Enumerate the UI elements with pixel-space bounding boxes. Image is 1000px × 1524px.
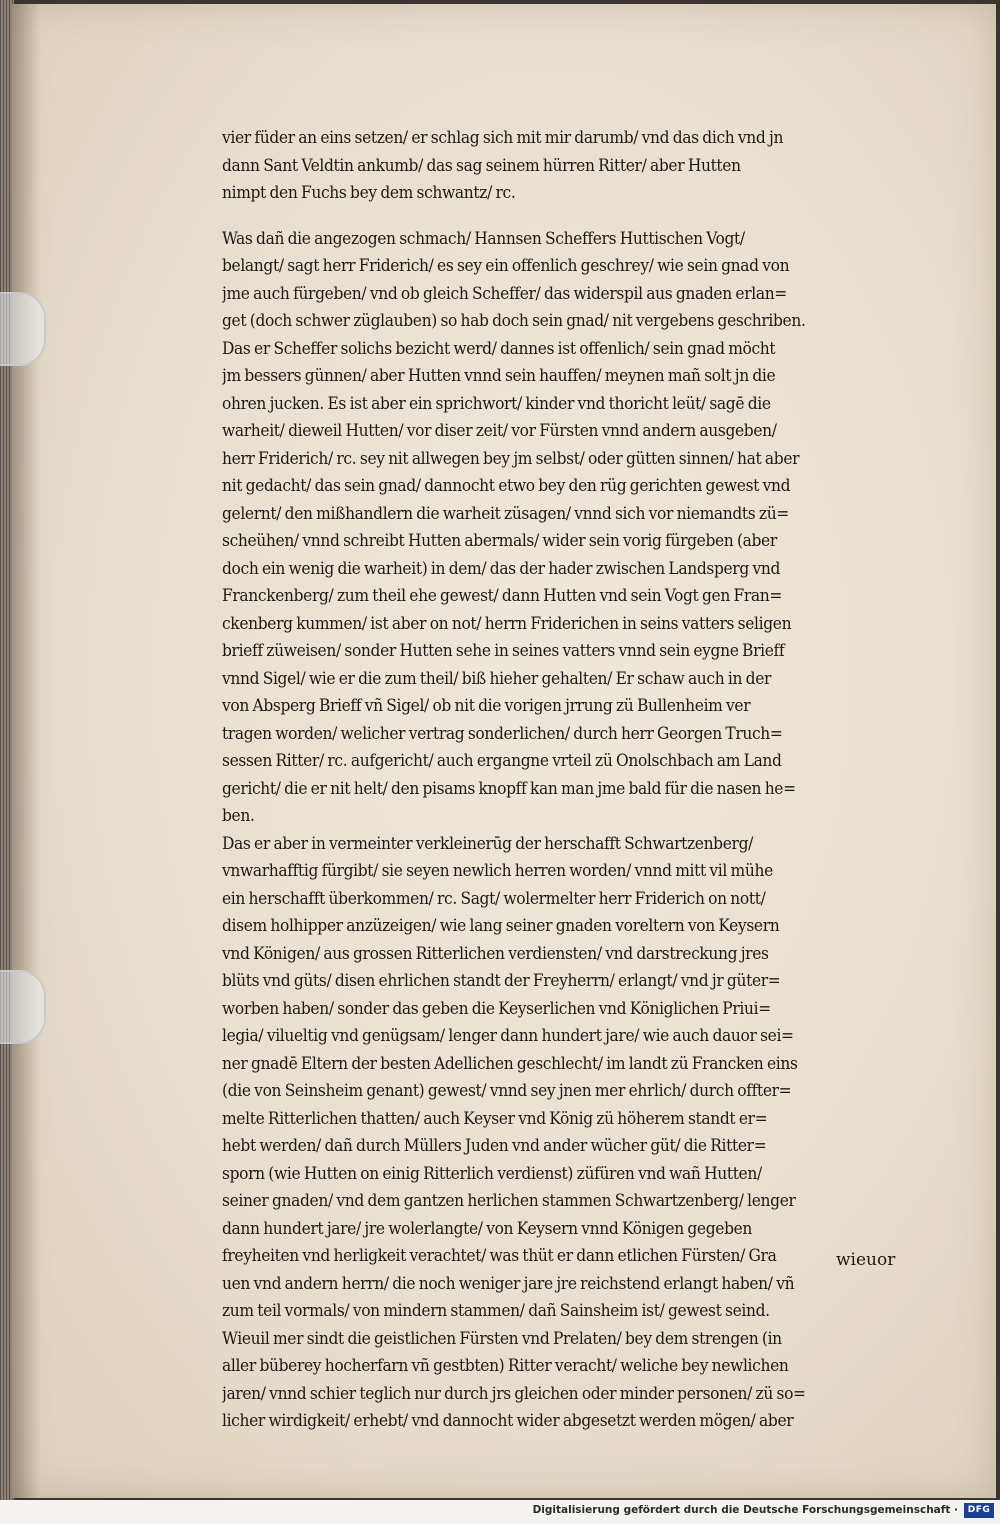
- text-line: vnwarhafftig fürgibt/ sie seyen newlich herren worden/ vnnd mitt vil mühe: [222, 861, 773, 881]
- text-line: Wieuil mer sindt die geistlichen Fürsten vnd Prelaten/ bey dem strengen (in: [222, 1328, 782, 1349]
- text-line: jme auch fürgeben/ vnd ob gleich Scheffer/ das widerspil aus gnaden erlan=: [222, 283, 787, 304]
- text-line: sessen Ritter/ rc. aufgericht/ auch ergangne vrteil zü Onolschbach am Land: [222, 751, 782, 771]
- text-line: seiner gnaden/ vnd dem gantzen herlichen stammen Schwartzenberg/ lenger: [222, 1191, 796, 1211]
- text-line: ben.: [222, 806, 255, 826]
- text-line: Franckenberg/ zum theil ehe gewest/ dann Hutten vnd sein Vogt gen Fran=: [222, 586, 782, 606]
- text-line: vnd Königen/ aus grossen Ritterlichen verdiensten/ vnd darstreckung jres: [222, 943, 769, 964]
- text-line: scheühen/ vnnd schreibt Hutten abermals/ wider sein vorig fürgeben (aber: [222, 531, 777, 551]
- text-line: gericht/ die er nit helt/ den pisams knopff kan man jme bald für die nasen he=: [222, 778, 796, 799]
- text-line: hebt werden/ dañ durch Müllers Juden vnd ander wücher güt/ die Ritter=: [222, 1136, 767, 1156]
- dfg-logo-icon: DFG: [964, 1503, 994, 1518]
- text-line: sporn (wie Hutten on einig Ritterlich verdienst) züfüren vnd wañ Hutten/: [222, 1163, 762, 1184]
- text-line: zum teil vormals/ von mindern stammen/ dañ Sainsheim ist/ gewest seind.: [222, 1301, 770, 1321]
- text-line: Das er aber in vermeinter verkleinerūg der herschafft Schwartzenberg/: [222, 833, 753, 854]
- catchword: wieuor: [836, 1250, 896, 1270]
- text-line: freyheiten vnd herligkeit verachtet/ was thüt er dann etlichen Fürsten/ Gra: [222, 1246, 777, 1266]
- text-line: brieff züweisen/ sonder Hutten sehe in seines vatters vnnd sein eygne Brieff: [222, 641, 785, 661]
- text-line: worben haben/ sonder das geben die Keyserlichen vnd Königlichen Priui=: [222, 998, 771, 1019]
- text-line: vier füder an eins setzen/ er schlag sich mit mir darumb/ vnd das dich vnd jn: [222, 128, 784, 148]
- text-line: warheit/ dieweil Hutten/ vor diser zeit/ vor Fürsten vnnd andern ausgeben/: [222, 421, 777, 441]
- text-line: get (doch schwer züglauben) so hab doch sein gnad/ nit vergebens geschriben.: [222, 311, 806, 331]
- gutter-shadow: [12, 4, 40, 1498]
- text-line: jm bessers günnen/ aber Hutten vnnd sein hauffen/ meynen mañ solt jn die: [222, 366, 776, 386]
- text-line: Was dañ die angezogen schmach/ Hannsen Scheffers Huttischen Vogt/: [222, 228, 745, 249]
- text-line: ohren jucken. Es ist aber ein sprichwort/ kinder vnd thoricht leüt/ sagē die: [222, 393, 771, 414]
- text-line: tragen worden/ welicher vertrag sonderlichen/ durch herr Georgen Truch=: [222, 723, 783, 744]
- text-line: dann hundert jare/ jre wolerlangte/ von Keysern vnnd Königen gegeben: [222, 1218, 753, 1239]
- page-text: [222, 125, 910, 1436]
- text-line: nimpt den Fuchs bey dem schwantz/ rc.: [222, 183, 516, 203]
- page-clip-bottom: [0, 970, 46, 1044]
- text-line: jaren/ vnnd schier teglich nur durch jrs gleichen oder minder personen/ zü so=: [222, 1383, 806, 1404]
- text-line: licher wirdigkeit/ erhebt/ vnd dannocht wider abgesetzt werden mögen/ aber: [222, 1411, 794, 1431]
- text-line: melte Ritterlichen thatten/ auch Keyser vnd König zü höherem standt er=: [222, 1108, 768, 1129]
- text-line: ein herschafft überkommen/ rc. Sagt/ wolermelter herr Friderich on nott/: [222, 888, 766, 909]
- footer-credit: Digitalisierung gefördert durch die Deutsche Forschungsgemeinschaft ·: [532, 1504, 958, 1516]
- text-line: nit gedacht/ das sein gnad/ dannocht etwo bey den rüg gerichten gewest vnd: [222, 476, 791, 496]
- text-line: ner gnadē Eltern der besten Adellichen geschlecht/ im landt zü Francken eins: [222, 1053, 798, 1074]
- page-clip-top: [0, 292, 46, 366]
- footer-bar: [0, 1500, 1000, 1524]
- text-line: gelernt/ den mißhandlern die warheit züsagen/ vnnd sich vor niemandts zü=: [222, 503, 789, 524]
- text-line: blüts vnd güts/ disen ehrlichen standt der Freyherrn/ erlangt/ vnd jr güter=: [222, 971, 781, 991]
- paragraph-gap: [222, 208, 910, 226]
- text-line: (die von Seinsheim genant) gewest/ vnnd sey jnen mer ehrlich/ durch offter=: [222, 1081, 792, 1101]
- text-line: belangt/ sagt herr Friderich/ es sey ein offenlich geschrey/ wie sein gnad von: [222, 256, 790, 276]
- text-line: uen vnd andern herrn/ die noch weniger jare jre reichstend erlangt haben/ vñ: [222, 1273, 795, 1294]
- text-line: von Absperg Brieff vñ Sigel/ ob nit die vorigen jrrung zü Bullenheim ver: [222, 696, 751, 716]
- text-line: vnnd Sigel/ wie er die zum theil/ biß hieher gehalten/ Er schaw auch in der: [222, 668, 772, 689]
- text-line: disem holhipper anzüzeigen/ wie lang seiner gnaden voreltern von Keysern: [222, 916, 780, 936]
- text-line: herr Friderich/ rc. sey nit allwegen bey jm selbst/ oder gütten sinnen/ hat aber: [222, 448, 800, 469]
- text-line: doch ein wenig die warheit) in dem/ das der hader zwischen Landsperg vnd: [222, 558, 780, 579]
- text-line: dann Sant Veldtin ankumb/ das sag seinem hürren Ritter/ aber Hutten: [222, 155, 741, 176]
- text-line: ckenberg kummen/ ist aber on not/ herrn Friderichen in seins vatters seligen: [222, 613, 792, 634]
- text-line: Das er Scheffer solichs bezicht werd/ dannes ist offenlich/ sein gnad möcht: [222, 338, 776, 359]
- text-line: aller büberey hocherfarn vñ gestbten) Ritter veracht/ weliche bey newlichen: [222, 1356, 789, 1376]
- text-line: legia/ vilueltig vnd genügsam/ lenger dann hundert jare/ wie auch dauor sei=: [222, 1026, 794, 1046]
